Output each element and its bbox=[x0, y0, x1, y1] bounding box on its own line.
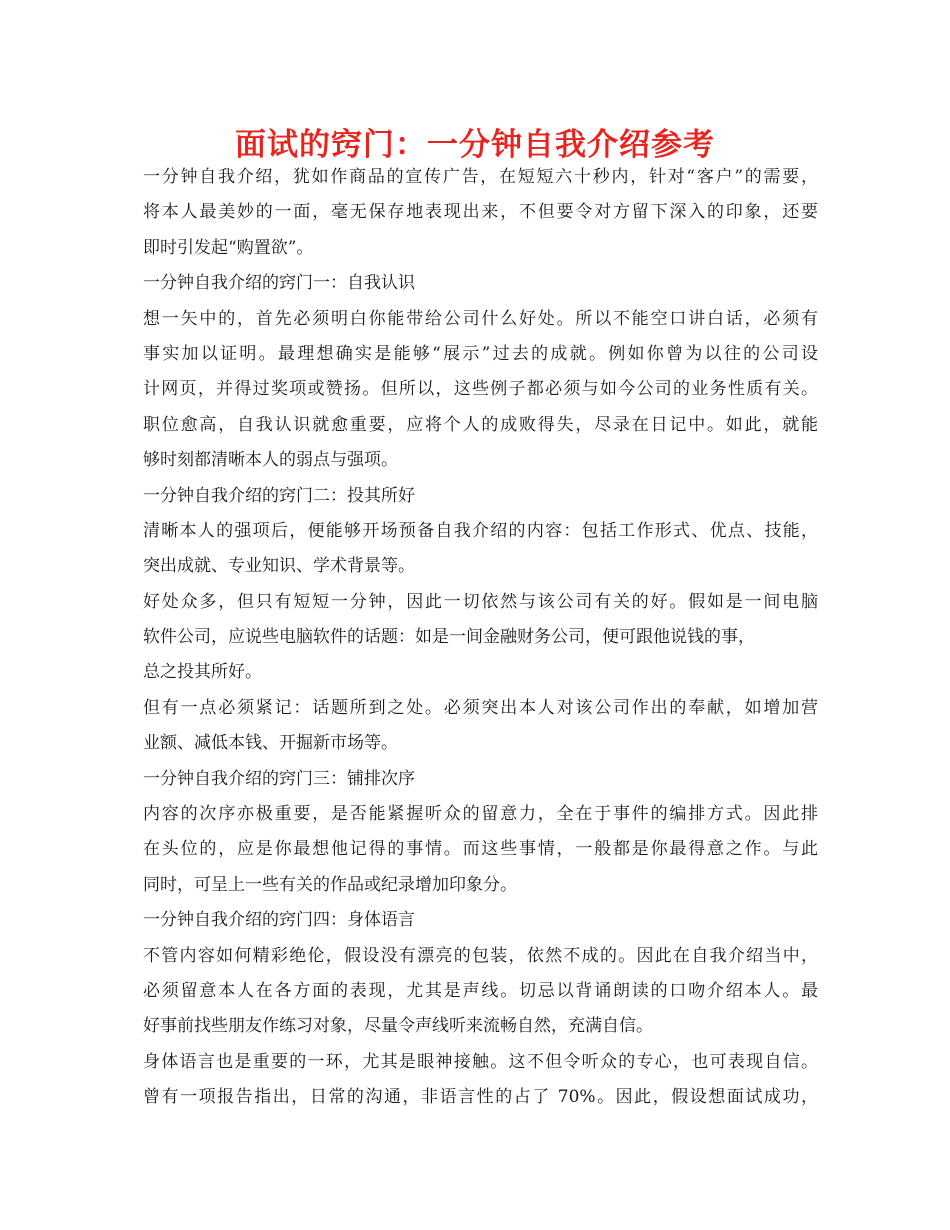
text-line: 一分钟自我介绍的窍门三：铺排次序 bbox=[143, 768, 415, 789]
text-line: 一分钟自我介绍的窍门二：投其所好 bbox=[143, 485, 415, 506]
text-line: 一分钟自我介绍，犹如作商品的宣传广告，在短短六十秒内，针对“客户”的需要， bbox=[143, 167, 818, 187]
text-line: 事实加以证明。最理想确实是能够“展示”过去的成就。例如你曾为以往的公司设 bbox=[143, 343, 818, 364]
text-line: 曾有一项报告指出，日常的沟通，非语言性的占了 70%。因此，假设想面试成功， bbox=[143, 1087, 818, 1108]
text-line: 计网页，并得过奖项或赞扬。但所以，这些例子都必须与如今公司的业务性质有关。 bbox=[143, 379, 818, 400]
text-line: 软件公司，应说些电脑软件的话题：如是一间金融财务公司，便可跟他说钱的事， bbox=[143, 627, 755, 648]
text-line: 身体语言也是重要的一环，尤其是眼神接触。这不但令听众的专心，也可表现自信。 bbox=[143, 1051, 818, 1072]
text-line: 同时，可呈上一些有关的作品或纪录增加印象分。 bbox=[143, 874, 517, 895]
text-line: 好处众多，但只有短短一分钟，因此一切依然与该公司有关的好。假如是一间电脑 bbox=[143, 591, 818, 612]
text-line: 将本人最美妙的一面，毫无保存地表现出来，不但要令对方留下深入的印象，还要 bbox=[143, 202, 818, 223]
text-line: 但有一点必须紧记：话题所到之处。必须突出本人对该公司作出的奉献，如增加营 bbox=[143, 697, 818, 718]
text-line: 够时刻都清晰本人的弱点与强项。 bbox=[143, 450, 398, 471]
text-line: 不管内容如何精彩绝伦，假设没有漂亮的包装，依然不成的。因此在自我介绍当中， bbox=[143, 945, 818, 966]
text-line: 内容的次序亦极重要，是否能紧握听众的留意力，全在于事件的编排方式。因此排 bbox=[143, 804, 818, 825]
text-line: 清晰本人的强项后，便能够开场预备自我介绍的内容：包括工作形式、优点、技能， bbox=[143, 520, 818, 541]
text-line: 必须留意本人在各方面的表现，尤其是声线。切忌以背诵朗读的口吻介绍本人。最 bbox=[143, 980, 818, 1001]
text-line: 业额、减低本钱、开掘新市场等。 bbox=[143, 733, 398, 754]
text-line: 好事前找些朋友作练习对象，尽量令声线听来流畅自然，充满自信。 bbox=[143, 1016, 653, 1037]
text-line: 即时引发起“购置欲”。 bbox=[143, 237, 314, 258]
document-body bbox=[143, 160, 818, 1116]
text-line: 一分钟自我介绍的窍门一：自我认识 bbox=[143, 273, 415, 294]
text-line: 一分钟自我介绍的窍门四：身体语言 bbox=[143, 910, 415, 931]
document-title: 面试的窍门：一分钟自我介绍参考 bbox=[235, 127, 715, 163]
text-line: 突出成就、专业知识、学术背景等。 bbox=[143, 556, 415, 577]
text-line: 想一矢中的，首先必须明白你能带给公司什么好处。所以不能空口讲白话，必须有 bbox=[143, 308, 818, 329]
text-line: 在头位的，应是你最想他记得的事情。而这些事情，一般都是你最得意之作。与此 bbox=[143, 839, 818, 860]
text-line: 职位愈高，自我认识就愈重要，应将个人的成败得失，尽录在日记中。如此，就能 bbox=[143, 414, 818, 435]
text-line: 总之投其所好。 bbox=[143, 662, 262, 683]
